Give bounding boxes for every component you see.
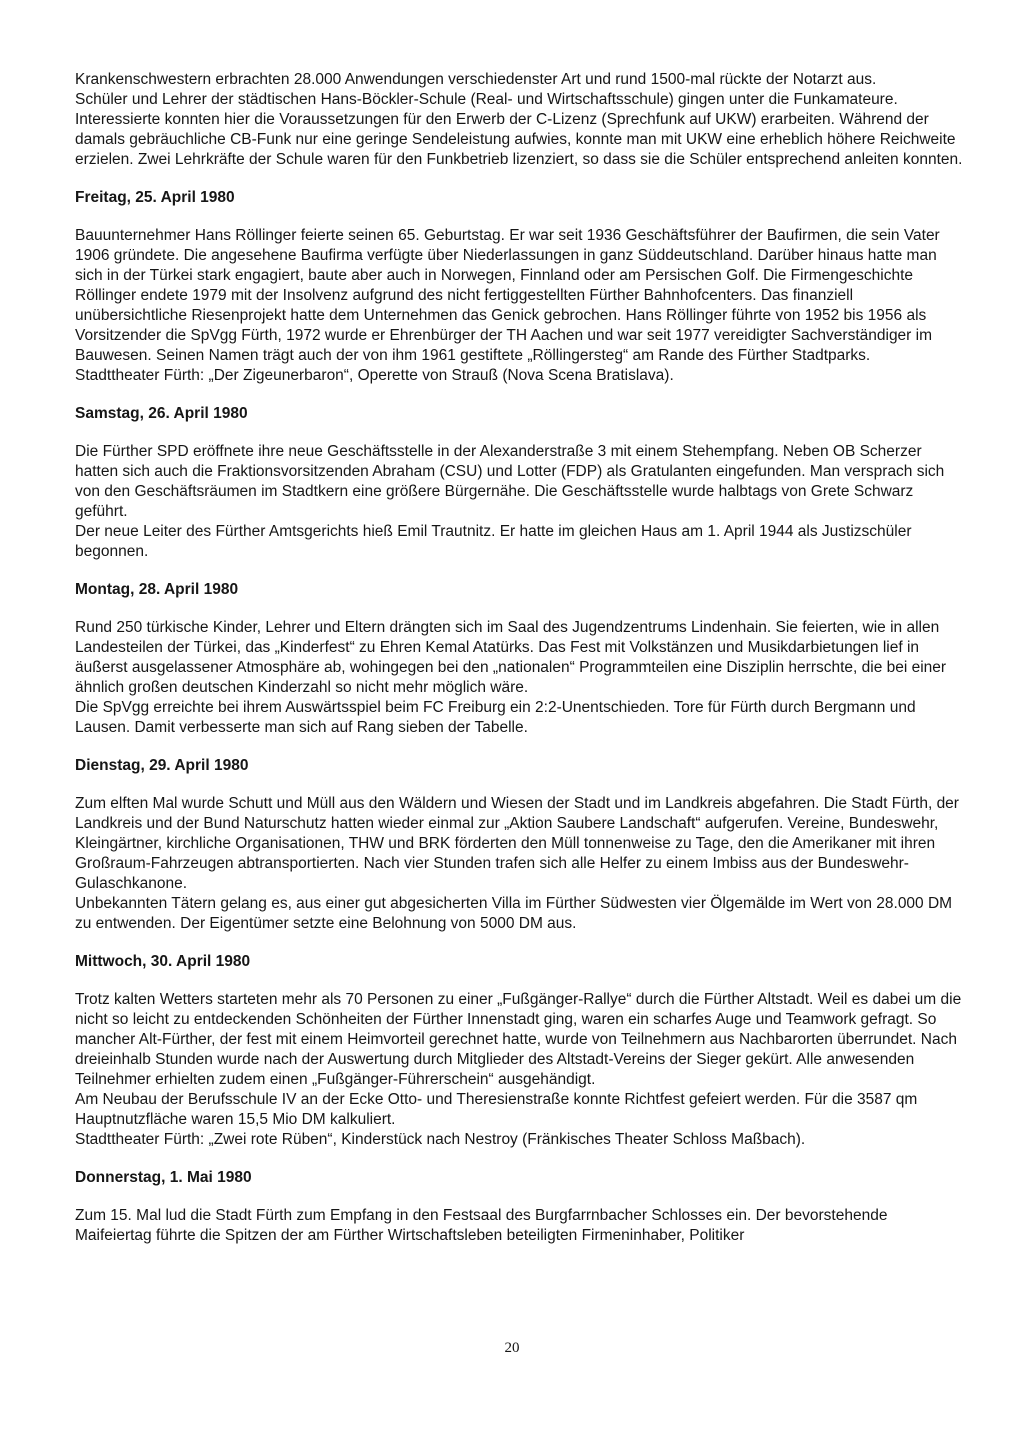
paragraph: Stadttheater Fürth: „Der Zigeunerbaron“, Operette von Strauß (Nova Scena Bratislava).	[75, 367, 674, 384]
paragraph: Zum elften Mal wurde Schutt und Müll aus den Wäldern und Wiesen der Stadt und im Landkreis abgefahren. Die Stadt Fürth, der Landkreis und der Bund Naturschutz hatten wieder einmal zur „Aktion Saubere Landschaft“ aufgerufen. Vereine, Bundeswehr, Kleingärtner, kirchliche Organisationen, THW und BRK förderten den Müll tonnenweise zu Tage, den die Amerikaner mit ihren Großraum-Fahrzeugen abtransportierten. Nach vier Stunden trafen sich alle Helfer zu einem Imbiss aus der Bundeswehr-Gulaschkanone.	[75, 795, 959, 892]
paragraph: Die SpVgg erreichte bei ihrem Auswärtsspiel beim FC Freiburg ein 2:2-Unentschieden. Tore für Fürth durch Bergmann und Lausen. Damit verbesserte man sich auf Rang sieben der Tabelle.	[75, 699, 916, 736]
date-heading: Mittwoch, 30. April 1980	[75, 953, 251, 970]
paragraph: Zum 15. Mal lud die Stadt Fürth zum Empfang in den Festsaal des Burgfarrnbacher Schlosses ein. Der bevorstehende Maifeiertag führte die Spitzen der am Fürther Wirtschaftsleben beteiligten Firmeninhaber, Politiker	[75, 1207, 888, 1244]
paragraph: Krankenschwestern erbrachten 28.000 Anwendungen verschiedenster Art und rund 1500-mal rückte der Notarzt aus.	[75, 71, 877, 88]
date-heading: Donnerstag, 1. Mai 1980	[75, 1169, 252, 1186]
document-body	[75, 70, 963, 1246]
paragraph: Schüler und Lehrer der städtischen Hans-Böckler-Schule (Real- und Wirtschaftsschule) gingen unter die Funkamateure. Interessierte konnten hier die Voraussetzungen für den Erwerb der C-Lizenz (Sprechfunk auf UKW) erarbeiten. Während der damals gebräuchliche CB-Funk nur eine geringe Sendeleistung aufwies, konnte man mit UKW eine erheblich höhere Reichweite erzielen. Zwei Lehrkräfte der Schule waren für den Funkbetrieb lizenziert, so dass sie die Schüler entsprechend anleiten konnten.	[75, 91, 963, 168]
paragraph: Unbekannten Tätern gelang es, aus einer gut abgesicherten Villa im Fürther Südwesten vier Ölgemälde im Wert von 28.000 DM zu entwenden. Der Eigentümer setzte eine Belohnung von 5000 DM aus.	[75, 895, 953, 932]
paragraph: Stadttheater Fürth: „Zwei rote Rüben“, Kinderstück nach Nestroy (Fränkisches Theater Schloss Maßbach).	[75, 1131, 806, 1148]
paragraph: Die Fürther SPD eröffnete ihre neue Geschäftsstelle in der Alexanderstraße 3 mit einem Stehempfang. Neben OB Scherzer hatten sich auch die Fraktionsvorsitzenden Abraham (CSU) und Lotter (FDP) als Gratulanten eingefunden. Man versprach sich von den Geschäftsräumen im Stadtkern eine größere Bürgernähe. Die Geschäftsstelle wurde halbtags von Grete Schwarz geführt.	[75, 443, 945, 520]
date-heading: Dienstag, 29. April 1980	[75, 757, 249, 774]
date-heading: Montag, 28. April 1980	[75, 581, 239, 598]
paragraph: Trotz kalten Wetters starteten mehr als 70 Personen zu einer „Fußgänger-Rallye“ durch die Fürther Altstadt. Weil es dabei um die nicht so leicht zu entdeckenden Schönheiten der Fürther Innenstadt ging, waren ein scharfes Auge und Teamwork gefragt. So mancher Alt-Fürther, der fest mit einem Heimvorteil gerechnet hatte, wurde von Teilnehmern aus Nachbarorten überrundet. Nach dreieinhalb Stunden wurde nach der Auswertung durch Mitglieder des Altstadt-Vereins der Sieger gekürt. Alle anwesenden Teilnehmer erhielten zudem einen „Fußgänger-Führerschein“ ausgehändigt.	[75, 991, 962, 1088]
paragraph: Am Neubau der Berufsschule IV an der Ecke Otto- und Theresienstraße konnte Richtfest gefeiert werden. Für die 3587 qm Hauptnutzfläche waren 15,5 Mio DM kalkuliert.	[75, 1091, 918, 1128]
date-heading: Samstag, 26. April 1980	[75, 405, 248, 422]
paragraph: Rund 250 türkische Kinder, Lehrer und Eltern drängten sich im Saal des Jugendzentrums Lindenhain. Sie feierten, wie in allen Landesteilen der Türkei, das „Kinderfest“ zu Ehren Kemal Atatürks. Das Fest mit Volkstänzen und Musikdarbietungen lief in äußerst ausgelassener Atmosphäre ab, wohingegen bei den „nationalen“ Programmteilen eine Disziplin herrschte, die bei einer ähnlich großen deutschen Kinderzahl so nicht mehr möglich wäre.	[75, 619, 947, 696]
page-number: 20	[504, 1340, 520, 1356]
paragraph: Der neue Leiter des Fürther Amtsgerichts hieß Emil Trautnitz. Er hatte im gleichen Haus am 1. April 1944 als Justizschüler begonnen.	[75, 523, 912, 560]
paragraph: Bauunternehmer Hans Röllinger feierte seinen 65. Geburtstag. Er war seit 1936 Geschäftsführer der Baufirmen, die sein Vater 1906 gründete. Die angesehene Baufirma verfügte über Niederlassungen in ganz Süddeutschland. Darüber hinaus hatte man sich in der Türkei stark engagiert, baute aber auch in Norwegen, Finnland oder am Persischen Golf. Die Firmengeschichte Röllinger endete 1979 mit der Insolvenz aufgrund des nicht fertiggestellten Fürther Bahnhofcenters. Das finanziell unübersichtliche Riesenprojekt hatte dem Unternehmen das Genick gebrochen. Hans Röllinger führte von 1952 bis 1956 als Vorsitzender die SpVgg Fürth, 1972 wurde er Ehrenbürger der TH Aachen und war seit 1977 vereidigter Sachverständiger im Bauwesen. Seinen Namen trägt auch der von ihm 1961 gestiftete „Röllingersteg“ am Rande des Fürther Stadtparks.	[75, 227, 940, 364]
date-heading: Freitag, 25. April 1980	[75, 189, 235, 206]
